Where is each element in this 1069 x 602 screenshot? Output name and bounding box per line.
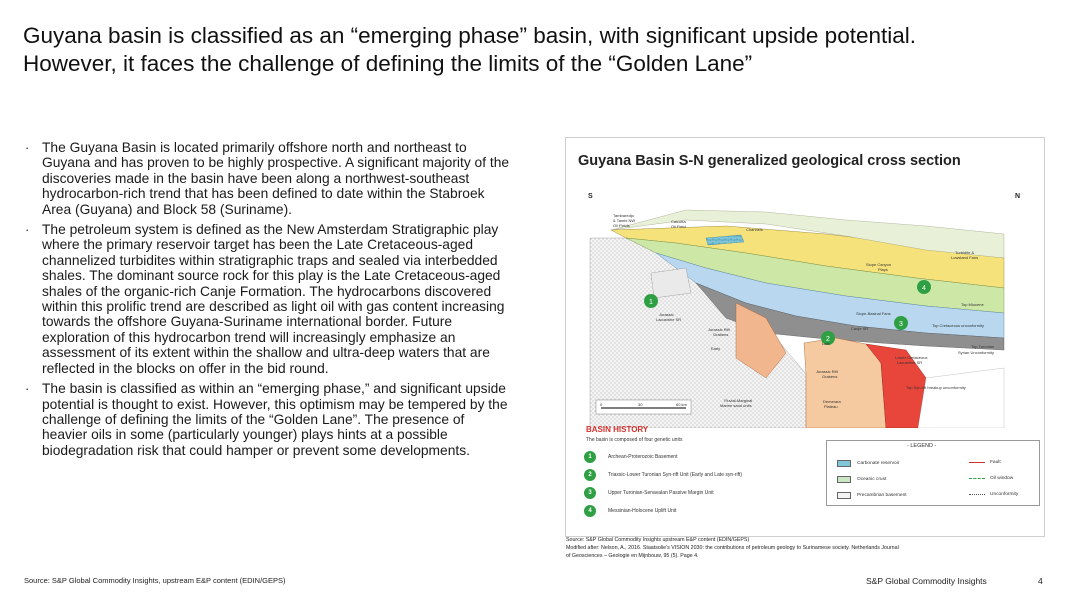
- basin-history-number: 3: [584, 487, 596, 499]
- basin-history-text: Upper Turonian-Senavalan Passive Margin Unit: [608, 490, 714, 496]
- slide-title-line-2: However, it faces the challenge of defining the limits of the “Golden Lane”: [23, 51, 753, 76]
- label-jurassic-rift-3: Jurassic Rift: [816, 369, 838, 374]
- label-top-cretaceous: Top Cretaceous unconformity: [932, 323, 985, 328]
- unit-marker-2-label: 2: [826, 336, 830, 343]
- unconformity-swatch: [969, 494, 985, 495]
- label-jurassic-lacustrine-2: Lacustrine SR: [656, 317, 682, 322]
- figure-source-line: of Geosciences – Geologie en Mijnbouw, 95 (5). Page 4.: [566, 553, 699, 559]
- basin-history-subtitle: The basin is composed of four genetic units: [586, 437, 683, 443]
- legend-item-oceanic: [837, 476, 886, 483]
- bullet-dot: ·: [25, 222, 30, 238]
- label-top-miocene: Top Miocene: [961, 302, 984, 307]
- figure-source-line: Source: S&P Global Commodity Insights upstream E&P content (EDIN/GEPS): [566, 537, 750, 543]
- footer-source: Source: S&P Global Commodity Insights, upstream E&P content (EDIN/GEPS): [24, 576, 286, 585]
- basin-history-text: Archean-Proterozoic Basement: [608, 454, 678, 460]
- page-number: 4: [1038, 576, 1043, 586]
- label-top-turonian: Top Turonian: [971, 344, 995, 349]
- legend-item-unconformity: [969, 492, 1018, 497]
- bullet-text: The Guyana Basin is located primarily offshore north and northeast to Guyana and has proven to be highly prospective. A significant majority of the discoveries made in the basin have been along a northwest-southeast hydrocarbon-rich trend that has been defined to date within the Stabroek Area (Guyana) and Block 58 (Suriname).: [42, 140, 510, 217]
- basin-history-text: Messinian-Holocene Uplift Unit: [608, 508, 677, 514]
- figure-source-line: Modified after: Nelson, A., 2016. Staatsolie's VISION 2030: the contributions of petroleum geology to Surinamese society. Netherlands Journal: [566, 545, 899, 551]
- scale-label-0: 0: [600, 402, 603, 407]
- basin-history-item: [584, 486, 714, 500]
- bullet-item: [22, 381, 512, 458]
- label-fluvial: Fluvial-Marginal: [724, 398, 753, 403]
- north-label: N: [1015, 193, 1021, 200]
- legend-item-oil-window: [969, 476, 1013, 481]
- unit-marker-3-label: 3: [899, 321, 903, 328]
- label-fluvial-2: Marine sand units: [720, 403, 752, 408]
- label-demerara: Demerara: [823, 399, 841, 404]
- carbonate-swatch: [837, 460, 851, 467]
- label-turbidite: Turbidite &: [955, 250, 975, 255]
- legend-label: Precambrian basement: [857, 493, 907, 498]
- oil-window-swatch: [969, 478, 985, 479]
- cross-section-figure: [565, 137, 1045, 559]
- unit-marker-1-label: 1: [649, 299, 653, 306]
- bullet-item: [22, 222, 512, 376]
- label-slope-canyon-2: Plays: [878, 267, 888, 272]
- label-jurassic-rift-4: Grabens: [822, 374, 838, 379]
- legend-title: - LEGEND -: [907, 443, 937, 449]
- bullet-text: The petroleum system is defined as the New Amsterdam Stratigraphic play where the primary reservoir target has been the Late Cretaceous-aged channelized turbidites within stratigraphic traps and sealed via interbedded shales. The dominant source rock for this play is the Late Cretaceous-aged shales of the organic-rich Canje Formation. The hydrocarbons discovered within this prolific trend are described as light oil with gas content increasing towards the offshore Guyana-Suriname international border. Future exploration of this hydrocarbon trend will increasingly emphasize an assessment of its extent within the shallow and ultra-deep waters that are reflected in the blocks on offer in the bid round.: [42, 222, 505, 376]
- legend-item-precambrian: [837, 492, 907, 499]
- scale-label-30: 30: [638, 402, 643, 407]
- label-jurassic-rift: Jurassic Rift: [708, 327, 730, 332]
- slide-title-line-1: Guyana basin is classified as an “emerging phase” basin, with significant upside potential.: [23, 23, 917, 48]
- oceanic-swatch: [837, 476, 851, 483]
- bullet-list: [22, 140, 512, 463]
- south-label: S: [588, 193, 593, 200]
- label-canje-sr: Canje SR: [851, 326, 869, 331]
- legend-label: Fault: [990, 460, 1001, 465]
- cross-section-diagram: [566, 138, 1046, 428]
- figure-title: Guyana Basin S-N generalized geological cross section: [578, 153, 961, 169]
- fault-line-swatch: [969, 462, 985, 463]
- legend-item-fault: [969, 460, 1001, 465]
- label-jurassic-lacustrine: Jurassic: [659, 312, 674, 317]
- label-slope-basinal: Slope-Basinal Fans: [856, 311, 891, 316]
- basin-history-text: Triassic-Lower Turonian Syn-rift Unit (Early and Late syn-rift): [608, 472, 743, 478]
- bullet-dot: ·: [25, 381, 30, 397]
- label-calcutta-2: Oil Field: [671, 224, 686, 229]
- label-lower-cretaceous-2: Lacustrine SR: [897, 360, 923, 365]
- label-jurassic-rift-2: Grabens: [713, 332, 729, 337]
- legend-label: Unconformity: [990, 492, 1019, 497]
- jurassic-sr-box: [651, 268, 691, 298]
- bullet-item: [22, 140, 512, 217]
- label-tambaredjo-3: Oil Fields: [613, 223, 630, 228]
- label-slope-canyon: Slope Canyon: [866, 262, 892, 267]
- legend-item-carbonate: [837, 460, 899, 467]
- unit-marker-4-label: 4: [922, 285, 926, 292]
- label-channels: Channels: [746, 227, 763, 232]
- basin-history-title: BASIN HISTORY: [586, 425, 649, 434]
- basin-history-number: 4: [584, 505, 596, 517]
- label-early: Early: [711, 346, 721, 351]
- figure-legend: [826, 440, 1040, 506]
- basin-history-number: 2: [584, 469, 596, 481]
- label-late: Late: [822, 341, 830, 346]
- footer-brand: S&P Global Commodity Insights: [866, 576, 987, 586]
- label-lower-cretaceous: Lower Cretaceous: [895, 355, 928, 360]
- precambrian-swatch: [837, 492, 851, 499]
- label-calcutta: Calcutta: [671, 219, 686, 224]
- legend-label: Carbonate reservoir: [857, 461, 900, 466]
- label-demerara-2: Plateau: [824, 404, 838, 409]
- bullet-dot: ·: [25, 140, 30, 155]
- legend-label: Oceanic crust: [857, 477, 887, 482]
- bullet-text: The basin is classified as within an “emerging phase,” and significant upside potential is thought to exist. However, this optimism may be tempered by the challenge of defining the limits of the “Golden Lane”. The presence of heavier oils in some (particularly younger) plays hints at a possible biodegradation risk that could hamper or prevent some developments.: [42, 381, 508, 458]
- basin-history-number: 1: [584, 451, 596, 463]
- label-breakup-unconformity: Top Syn-rift breakup unconformity: [906, 385, 966, 390]
- basin-history-item: [584, 504, 676, 518]
- scale-label-60: 60 km: [676, 402, 687, 407]
- label-top-turonian-2: Syrian Unconformity: [958, 350, 995, 355]
- legend-label: Oil window: [990, 476, 1014, 481]
- figure-source: [566, 536, 1046, 560]
- label-turbidite-2: Lowstand Fans: [951, 255, 979, 260]
- label-tambaredjo: Tambaredjo: [613, 213, 634, 218]
- ocean-basin-polygon: [918, 368, 1004, 428]
- basin-history-item: [584, 468, 742, 482]
- label-tambaredjo-2: & Tambi NW: [613, 218, 636, 223]
- slide-title: [23, 22, 1023, 78]
- basin-history-item: [584, 450, 677, 464]
